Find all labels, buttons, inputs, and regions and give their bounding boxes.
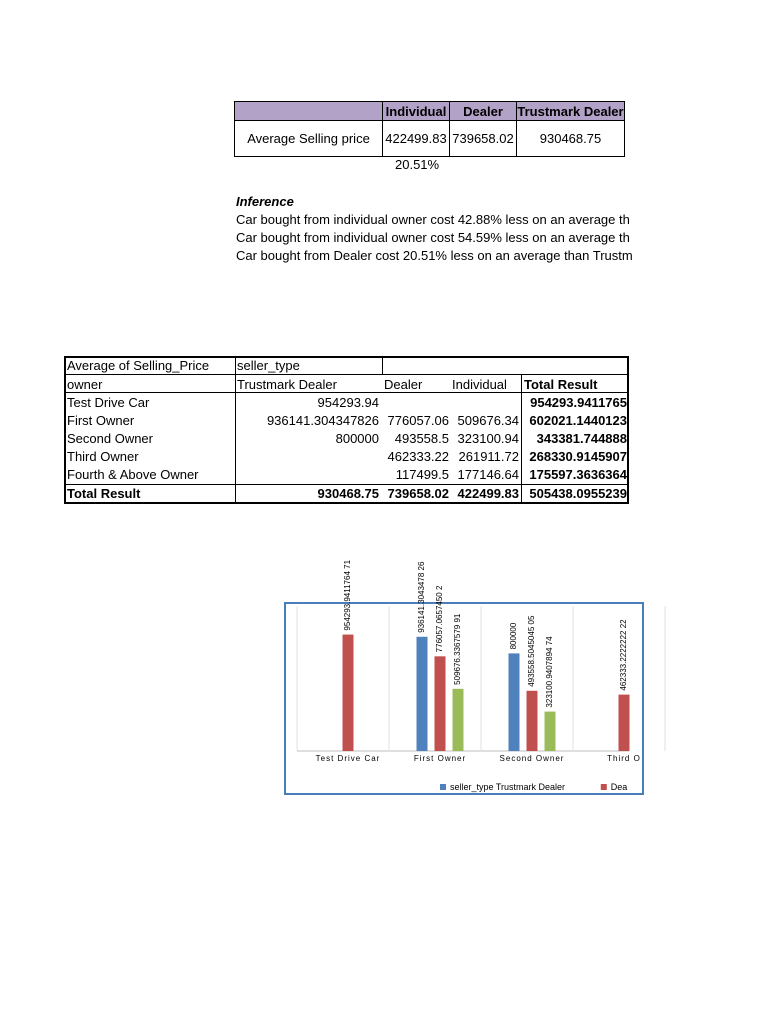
bar — [343, 635, 354, 751]
data-label: 954293.9411764 71 — [343, 559, 352, 631]
total-trustmark: 930468.75 — [317, 486, 379, 501]
bar — [619, 695, 630, 751]
legend-swatch — [601, 784, 607, 790]
bar — [435, 656, 446, 751]
cell-total: 343381.744888 — [536, 431, 627, 446]
cell-dealer: 493558.5 — [394, 431, 449, 446]
table-corner-cell — [235, 102, 383, 121]
inference-line-1: Car bought from individual owner cost 42.88% less on an average th — [236, 212, 630, 227]
pivot-line — [521, 374, 522, 504]
row-label: Third Owner — [67, 449, 139, 464]
legend-swatch — [440, 784, 446, 790]
inference-title: Inference — [236, 194, 294, 209]
bar — [509, 653, 520, 751]
header-dealer: Dealer — [450, 102, 517, 121]
data-label: 776057.0657450 2 — [435, 585, 444, 653]
total-individual: 422499.83 — [457, 486, 519, 501]
pivot-line — [382, 358, 383, 374]
total-row-label: Total Result — [67, 486, 141, 501]
col-header-total: Total Result — [524, 377, 598, 392]
row-label: Test Drive Car — [67, 395, 150, 410]
data-label: 509676.3367579 91 — [453, 613, 462, 685]
percentage-note: 20.51% — [395, 157, 440, 172]
cell-individual: 177146.64 — [457, 467, 519, 482]
total-dealer: 739658.02 — [387, 486, 449, 501]
legend-entry: seller_type Trustmark Dealer — [450, 782, 566, 792]
cell-individual: 323100.94 — [457, 431, 519, 446]
average-price-table — [234, 101, 625, 157]
header-trustmark-dealer: Trustmark Dealer — [517, 103, 624, 119]
col-header-dealer: Dealer — [384, 377, 423, 392]
header-individual: Individual — [383, 102, 450, 121]
data-label: 493558.5045045 05 — [527, 615, 536, 687]
bar — [527, 691, 538, 751]
cell-dealer: 462333.22 — [387, 449, 449, 464]
data-label: 936141.3043478 26 — [417, 561, 426, 633]
data-label: 323100.9407894 74 — [545, 636, 554, 708]
value-individual: 422499.83 — [383, 121, 450, 157]
bar-chart — [283, 548, 641, 800]
pivot-line — [66, 374, 627, 375]
category-tick-label: Third O — [607, 754, 641, 763]
row-label: Fourth & Above Owner — [67, 467, 199, 482]
data-label: 800000 — [509, 622, 518, 650]
row-label: Second Owner — [67, 431, 153, 446]
cell-individual: 261911.72 — [458, 449, 519, 464]
cell-total: 268330.9145907 — [529, 449, 627, 464]
col-header-trustmark: Trustmark Dealer — [237, 377, 337, 392]
cell-dealer: 954293.94 — [317, 395, 379, 410]
cell-total: 175597.3636364 — [529, 467, 627, 482]
category-tick-label: First Owner — [413, 754, 467, 763]
col-header-individual: Individual — [452, 377, 507, 392]
bar — [453, 689, 464, 751]
cell-trustmark: 800000 — [335, 431, 379, 446]
value-trustmark-dealer: 930468.75 — [517, 121, 625, 157]
pivot-line — [66, 484, 627, 485]
pivot-title: Average of Selling_Price — [67, 358, 210, 373]
total-overall: 505438.0955239 — [529, 486, 627, 501]
bar — [417, 637, 428, 751]
value-dealer: 739658.02 — [450, 121, 517, 157]
cell-individual: 509676.34 — [457, 413, 519, 428]
inference-line-2: Car bought from individual owner cost 54.59% less on an average th — [236, 230, 630, 245]
data-label: 462333.2222222 22 — [619, 619, 628, 691]
cell-total: 954293.9411765 — [530, 395, 627, 410]
cell-dealer: 776057.06 — [387, 413, 449, 428]
pivot-row-field: owner — [67, 377, 103, 392]
pivot-line — [235, 358, 236, 504]
inference-line-3: Car bought from Dealer cost 20.51% less on an average than Trustm — [236, 248, 633, 263]
cell-dealer: 117499.5 — [395, 467, 449, 482]
cell-total: 602021.1440123 — [529, 413, 627, 428]
legend-entry: Dea — [610, 782, 628, 792]
pivot-table — [64, 356, 629, 504]
cell-trustmark: 936141.304347826 — [266, 413, 379, 428]
chart-svg — [283, 548, 641, 800]
bar — [545, 712, 556, 751]
row-label-average-selling-price: Average Selling price — [235, 121, 383, 157]
pivot-column-field: seller_type — [237, 358, 300, 373]
category-tick-label: Second Owner — [499, 754, 565, 763]
row-label: First Owner — [67, 413, 135, 428]
category-tick-label: Test Drive Car — [315, 754, 381, 763]
pivot-line — [66, 392, 627, 393]
